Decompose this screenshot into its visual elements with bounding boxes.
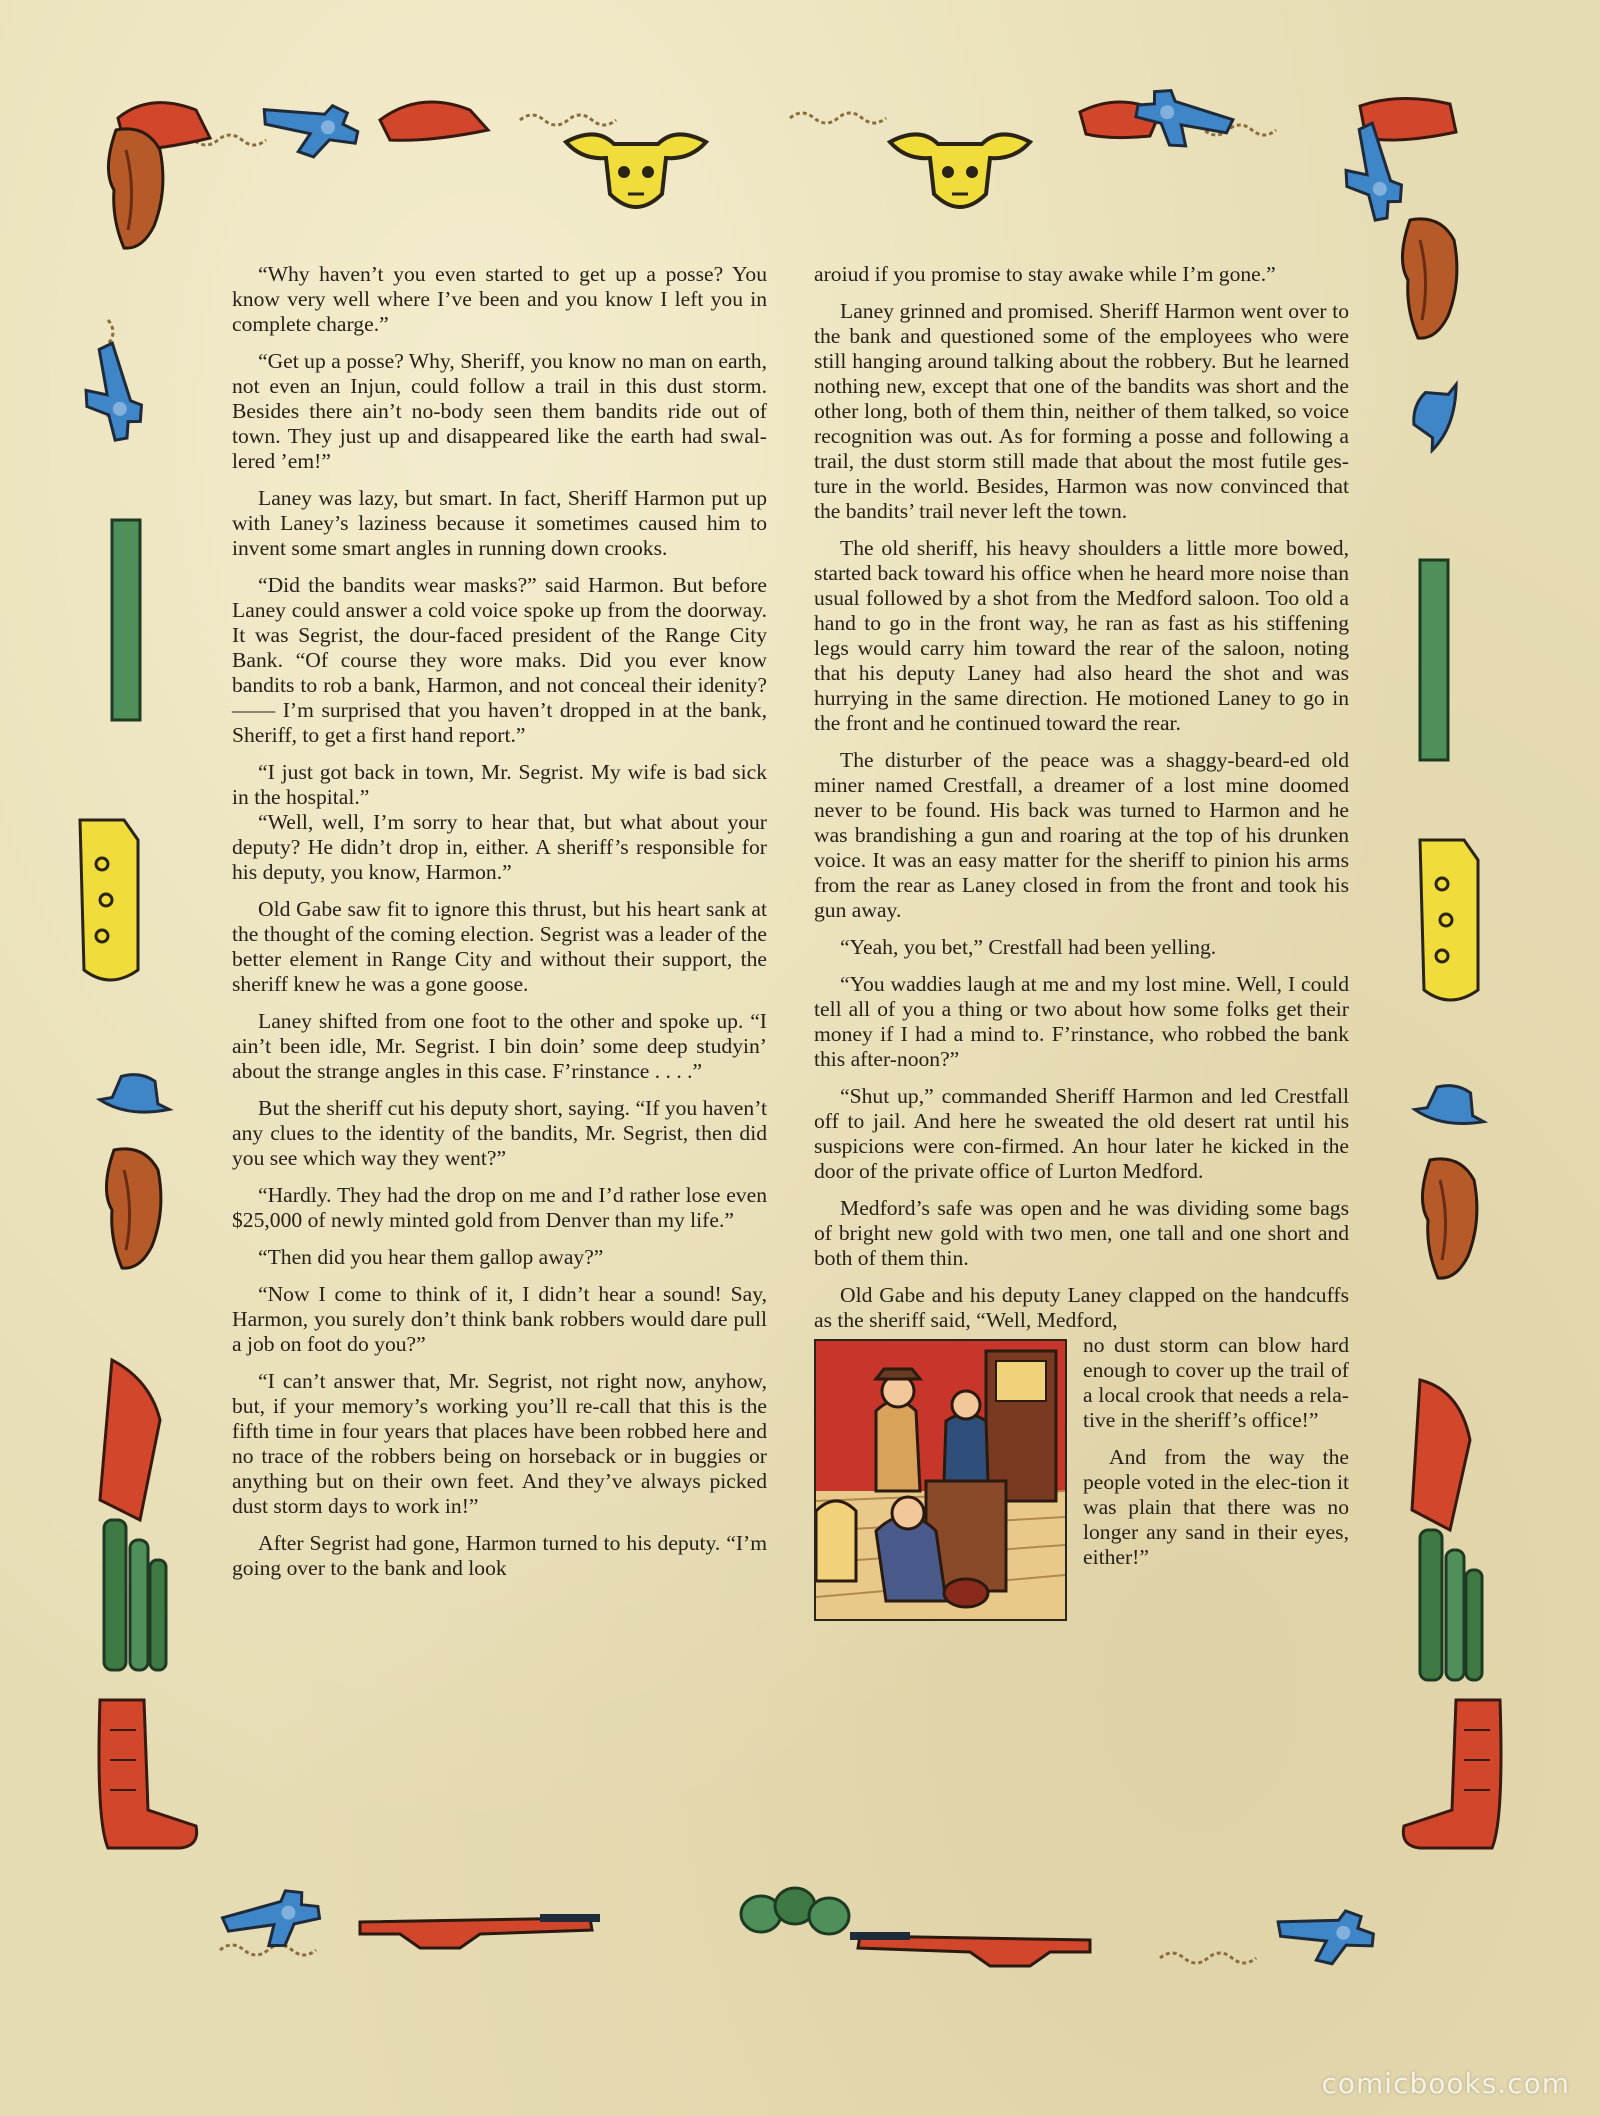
paragraph: “I can’t answer that, Mr. Segrist, not right now, anyhow, but, if your memory’s working you’ll re-call that this is the fifth time in four years that places have been robbed here and no trace of the robbers being on horseback or in buggies or anything but on their own feet. And they’ve always picked dust storm days to work in!”: [232, 1369, 767, 1518]
paragraph: After Segrist had gone, Harmon turned to his deputy. “I’m going over to the bank and look: [232, 1531, 767, 1580]
paragraph: Laney shifted from one foot to the other and spoke up. “I ain’t been idle, Mr. Segrist. I bin doin’ some deep studyin’ about the strange angles in this case. F’rinstance . . . .”: [232, 1009, 767, 1083]
paragraph: Laney grinned and promised. Sheriff Harmon went over to the bank and questioned some of the employees who were still hanging around talking about the robbery. But he learned nothing new, except that one of the bandits was short and the other long, both of them thin, neither of them talked, so voice recognition was out. As for forming a posse and following a trail, the dust storm still made that about the most futile ges-ture in the world. Besides, Harmon was now convinced that the bandits’ trail never left the town.: [814, 299, 1349, 523]
paragraph: “Get up a posse? Why, Sheriff, you know no man on earth, not even an Injun, could follow a trail in this dust storm. Besides there ain’t no-body seen them bandits ride out of town. They just up and disappeared like the earth had swal-lered ’em!”: [232, 349, 767, 473]
site-watermark: comicbooks.com: [1321, 2067, 1570, 2100]
paragraph: “Shut up,” commanded Sheriff Harmon and led Crestfall off to jail. And here he sweated the old desert rat until his suspicions were con-firmed. An hour later he kicked in the door of the private office of Lurton Medford.: [814, 1084, 1349, 1183]
story-text-area: [232, 262, 1349, 1880]
left-column: [232, 262, 767, 1880]
paragraph: aroiud if you promise to stay awake while I’m gone.”: [814, 262, 1276, 286]
comic-panel-illustration: [814, 1339, 1067, 1621]
paragraph: “Then did you hear them gallop away?”: [258, 1245, 604, 1269]
paragraph: “You waddies laugh at me and my lost mine. Well, I could tell all of you a thing or two about how some folks get their money if I had a mind to. F’rinstance, who robbed the bank this after-noon?”: [814, 972, 1349, 1071]
paragraph: The disturber of the peace was a shaggy-beard-ed old miner named Crestfall, a dreamer of a lost mine doomed never to be found. His back was turned to Harmon and he was brandishing a gun and roaring at the top of his drunken voice. It was an easy matter for the sheriff to pinion his arms from the rear as Laney closed in from the front and took his gun away.: [814, 748, 1349, 922]
paragraph: “Yeah, you bet,” Crestfall had been yelling.: [840, 935, 1217, 959]
bottom-border: [220, 1887, 1375, 1968]
paragraph: But the sheriff cut his deputy short, saying. “If you haven’t any clues to the identity of the bandits, Mr. Segrist, then did you see which way they went?”: [232, 1096, 767, 1170]
paragraph: And from the way the people voted in the elec-tion it was plain that there was no longer any sand in their eyes, either!”: [1083, 1445, 1349, 1569]
paragraph: Laney was lazy, but smart. In fact, Sheriff Harmon put up with Laney’s laziness because it sometimes caused him to invent some smart angles in running down crooks.: [232, 486, 767, 560]
paragraph: The old sheriff, his heavy shoulders a little more bowed, started back toward his office when he heard more noise than usual followed by a shot from the Medford saloon. Too old a hand to go in the front way, he ran as fast as his stiffening legs would carry him toward the rear of the saloon, noting that his deputy Laney had also heard the shot and was hurrying in the same direction. He motioned Laney to go in the front and he continued toward the rear.: [814, 536, 1349, 735]
paragraph: “Well, well, I’m sorry to hear that, but what about your deputy? He didn’t drop in, either. A sheriff’s responsible for his deputy, you know, Harmon.”: [232, 810, 767, 884]
top-border: [118, 85, 1456, 207]
paragraph: no dust storm can blow hard enough to cover up the trail of a local crook that needs a rela-tive in the sheriff’s office!”: [1083, 1333, 1349, 1432]
arrest-scene-illustration: [816, 1341, 1065, 1619]
paragraph: Medford’s safe was open and he was dividing some bags of bright new gold with two men, one tall and one short and both of them thin.: [814, 1196, 1349, 1270]
paragraph: “Hardly. They had the drop on me and I’d rather lose even $25,000 of newly minted gold from Denver than my life.”: [232, 1183, 767, 1232]
paragraph: Old Gabe saw fit to ignore this thrust, but his heart sank at the thought of the coming election. Segrist was a leader of the better element in Range City and without their support, the sheriff knew he was a gone goose.: [232, 897, 767, 996]
right-border: [1337, 120, 1501, 1848]
right-column: [814, 262, 1349, 1880]
paragraph: “Now I come to think of it, I didn’t hear a sound! Say, Harmon, you surely don’t think bank robbers would dare pull a job on foot do you?”: [232, 1282, 767, 1356]
paragraph: “Did the bandits wear masks?” said Harmon. But before Laney could answer a cold voice spoke up from the doorway. It was Segrist, the dour-faced president of the Range City Bank. “Of course they wore maks. Did you ever know bandits to rob a bank, Harmon, and not conceal their idenity? —— I’m surprised that you haven’t dropped in at the bank, Sheriff, to get a first hand report.”: [232, 573, 767, 747]
paragraph: “I just got back in town, Mr. Segrist. My wife is bad sick in the hospital.”: [232, 760, 767, 809]
paragraph: Old Gabe and his deputy Laney clapped on the handcuffs as the sheriff said, “Well, Medford,: [814, 1283, 1349, 1332]
left-border: [77, 129, 197, 1848]
paragraph: “Why haven’t you even started to get up a posse? You know very well where I’ve been and you know I left you in complete charge.”: [232, 262, 767, 336]
